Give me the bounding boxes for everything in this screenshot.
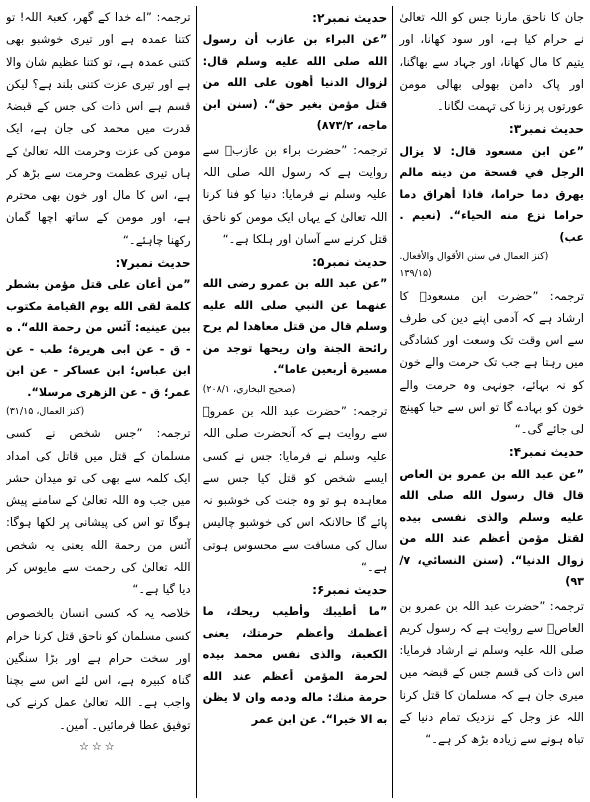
citation: (۱۳۹/۱۵ [399, 268, 432, 280]
hadith-heading: حدیث نمبر۷: [115, 255, 191, 270]
arabic-hadith-text: ”من أعان على قتل مؤمن بشطر كلمة لقى الله يوم القيامة مكتوب بين عينيه: آئس من رحمة الله“. ه - ق - عن ابى هريرة؛ طب - عن ابن عباس؛ ابن عساكر - عن ابن عمر؛ ق - عن الزهرى مرسلا“. [5, 278, 191, 399]
translation-paragraph: ترجمہ: ”اے خدا کے گھر، کعبۃ اللہ! تو کتنا عمدہ ہے اور تیری خوشبو بھی کتنی عمدہ ہے، تو کتنا عظیم شان والا ہے اور تیری عزت کتنی بلند ہے؟ لیکن قسم ہے اس ذات کی جس کے قبضۂ قدرت میں محمد کی جان ہے، ایک مومن کی عزت وحرمت اللہ تعالیٰ کے ہاں تیری عظمت وحرمت سے بڑھ کر ہے، اس کا مال اور خون بھی محترم ہے، اور مومن کے ساتھ اچھا گمان رکھنا چاہئے۔“ [5, 10, 191, 247]
translation-paragraph: ترجمہ: ”حضرت براء بن عازبؓ سے روایت ہے کہ رسول اللہ صلی اللہ علیہ وسلم نے فرمایا: دنیا کو فنا کرنا اللہ تعالیٰ کے یہاں ایک مومن کو ناحق قتل کرنے سے آسان اور ہلکا ہے۔“ [202, 142, 388, 246]
arabic-hadith-text: ”عن عبد الله بن عمرو رضى الله عنهما عن النبي صلى الله عليه وسلم قال من قتل معاهدا لم يرح رائحة الجنة وان ريحها توجد من مسيرة أربعين عاما“. [202, 277, 388, 377]
arabic-hadith-text: ”عن عبد الله بن عمرو بن العاص قال قال رسول الله صلى الله عليه وسلم والذى نفسى بيده لقتل مؤمن أعظم عند الله من زوال الدنيا“. (سنن النسائي، ۷/ ۹۳) [399, 467, 584, 589]
arabic-hadith-text: ”عن ابن مسعود قال: لا يزال الرجل في فسحة من دينه مالم يهرق دما حراما، فاذا أهراق دما حراما نزع منه الحياء“. (نعيم . عب) [399, 144, 584, 244]
hadith-heading: حدیث نمبر۴: [508, 445, 584, 460]
translation-paragraph: ترجمہ: ”حضرت عبد اللہ بن عمرو بن العاصؓ سے روایت ہے کہ رسول کریم صلی اللہ علیہ وسلم نے ارشاد فرمایا: اس ذات کی قسم جس کے قبضہ میں میری جان ہے کہ مسلمان کا قتل کرنا اللہ عز وجل کے نزدیک تمام دنیا کے تباہ ہونے سے زیادہ بڑھ کر ہے۔“ [399, 598, 584, 747]
citation: (صحيح البخاري، ۲۰۸/۱) [202, 383, 296, 395]
column-middle [203, 6, 394, 798]
column-right [399, 6, 584, 798]
hadith-heading: حدیث نمبر۵: [312, 255, 388, 270]
arabic-hadith-text: ”عن البراء بن عازب أن رسول الله صلى الله عليه وسلم قال: لزوال الدنيا أهون على الله من قتل مؤمن بغير حق“. (سنن ابن ماجه، ۸۷۳/۲) [202, 33, 388, 133]
arabic-hadith-text: ”ما أطيبك وأطيب ريحك، ما أعظمك وأعظم حرمتك، يعنى الكعبة، والذى نفس محمد بيده لحرمة المؤمن أعظم عند الله حرمة منك: ماله ودمه وان لا يظن به الا خيرا“. عن ابن عمر [202, 605, 388, 726]
hadith-heading: حدیث نمبر۶: [312, 583, 388, 598]
translation-paragraph: جان کا ناحق مارنا جس کو اللہ تعالیٰ نے حرام کیا ہے، اور سود کھانا، اور یتیم کا مال کھانا، اور جہاد سے بھاگنا، اور پاک دامن بھولی بھالی مومن عورتوں پر زنا کی تہمت لگانا۔ [399, 10, 584, 113]
column-left [6, 6, 197, 798]
end-stars: ☆☆☆ [79, 739, 118, 753]
translation-paragraph: ترجمہ: ”حضرت عبد اللہ بن عمروؓ سے روایت ہے کہ آنحضرت صلی اللہ علیہ وسلم نے فرمایا: جس نے کسی ایسے شخص کو قتل کیا جس سے معاہدہ ہو تو وہ جنت کی خوشبو نہ پائے گا حالانکہ اس کی خوشبو چالیس سال کی مسافت سے محسوس ہوتی ہے۔“ [202, 404, 388, 574]
translation-paragraph: ترجمہ: ”حضرت ابن مسعودؓ کا ارشاد ہے کہ آدمی اپنے دین کی طرف سے اس وقت تک وسعت اور کشادگی میں رہتا ہے جب تک حرمت والے خون کو نہ بہائے، جونہی وہ حرمت والے خون کو بہادے گا تو اس سے حیا کھینچ لی جائے گی۔“ [399, 288, 584, 437]
hadith-heading: حدیث نمبر۳: [508, 122, 584, 137]
citation: (کنز العمال، ۳۱/۱۵) [5, 406, 85, 418]
translation-paragraph: ترجمہ: ”جس شخص نے کسی مسلمان کے قتل میں قاتل کی امداد ایک کلمہ سے بھی کی تو میدان حشر میں جب وہ اللہ تعالیٰ کے سامنے پیش ہوگا تو اس کی پیشانی پر لکھا ہوگا: آئس من رحمة الله یعنی یہ شخص اللہ تعالیٰ کی رحمت سے مایوس کر دیا گیا ہے۔“ [5, 426, 191, 597]
citation: (کنز العمال في سنن الأقوال والأفعال. [399, 251, 549, 263]
translation-paragraph: خلاصہ یہ کہ کسی انسان بالخصوص کسی مسلمان کو ناحق قتل کرنا حرام اور سخت حرام ہے اور بڑا سنگین گناہ کبیرہ ہے، اس لئے اس سے بچنا واجب ہے۔ اللہ تعالیٰ عمل کرنے کی توفیق عطا فرمائیں۔ آمین۔ [5, 606, 191, 732]
hadith-heading: حدیث نمبر۲: [312, 11, 388, 25]
